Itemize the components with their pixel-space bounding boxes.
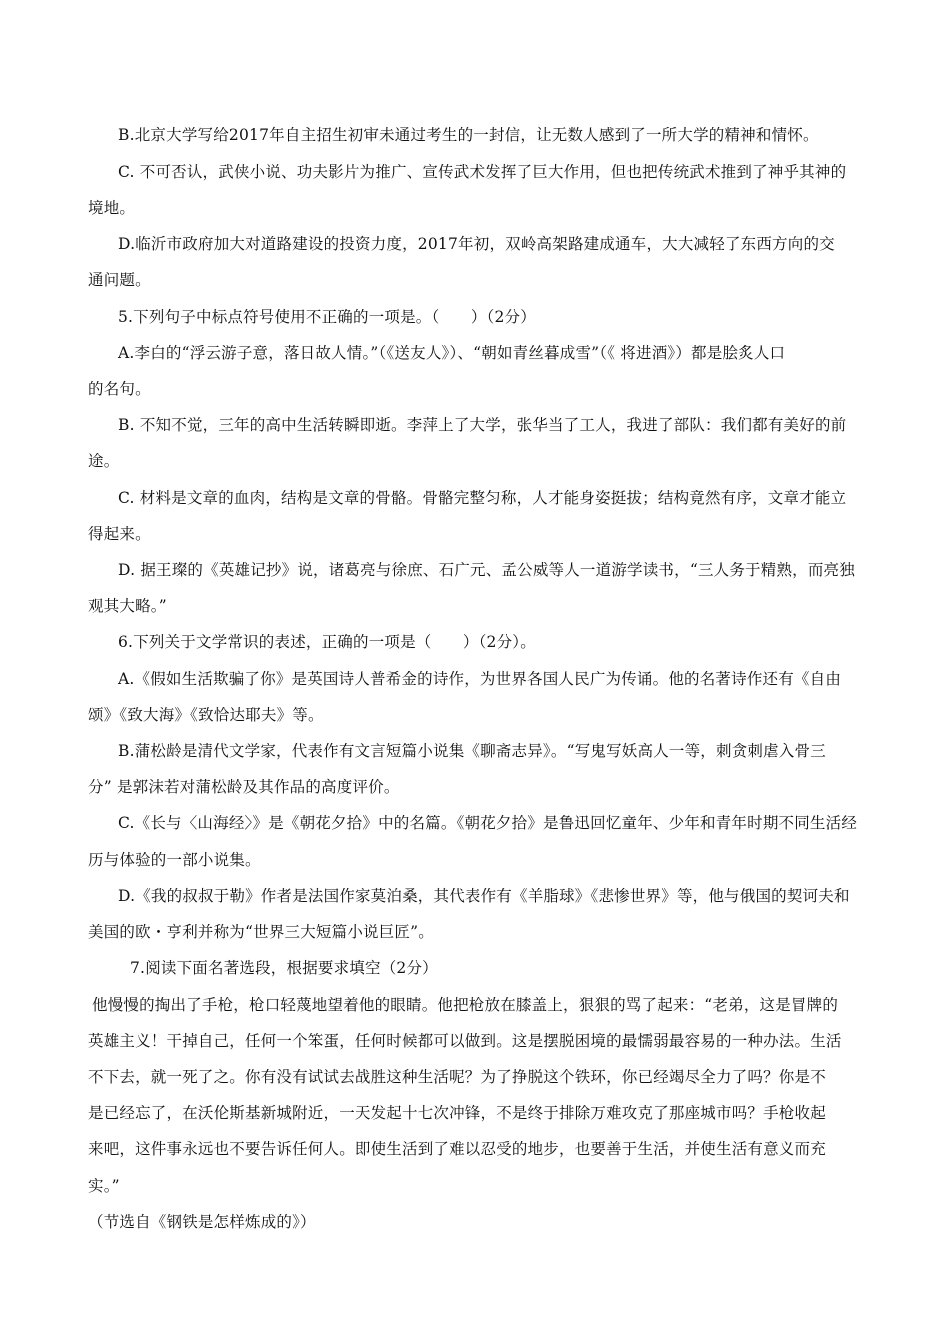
- question-5-stem: 5.下列句子中标点符号使用不正确的一项是。（ ）（2分）: [118, 308, 536, 326]
- passage-line-4: 是已经忘了，在沃伦斯基新城附近，一天发起十七次冲锋，不是终于排除万难攻克了那座城市吗？手枪收起: [88, 1104, 826, 1122]
- option-6c-line-2: 历与体验的一部小说集。: [88, 851, 261, 869]
- option-5d-line-1: D. 据王璨的《英雄记抄》说，诸葛亮与徐庶、石广元、孟公威等人一道游学读书，“三人务于精熟，而亮独: [118, 561, 855, 579]
- option-4c-line-1: C. 不可否认，武侠小说、功夫影片为推广、宣传武术发挥了巨大作用，但也把传统武术推到了神乎其神的: [118, 163, 847, 181]
- option-6b-line-2: 分” 是郭沫若对蒲松龄及其作品的高度评价。: [88, 778, 400, 796]
- question-7-stem: 7.阅读下面名著选段，根据要求填空（2分）: [130, 959, 438, 977]
- option-6c-line-1: C.《长与〈山海经〉》是《朝花夕拾》中的名篇。《朝花夕拾》是鲁迅回忆童年、少年和青年时期不同生活经: [118, 814, 858, 832]
- passage-line-5: 来吧，这件事永远也不要告诉任何人。即使生活到了难以忍受的地步，也要善于生活，并使生活有意义而充: [88, 1140, 826, 1158]
- option-5b-line-2: 途。: [88, 452, 120, 470]
- option-6d-line-2: 美国的欧・亨利并称为“世界三大短篇小说巨匠”。: [88, 923, 434, 941]
- option-5c-line-1: C. 材料是文章的血肉，结构是文章的骨骼。骨骼完整匀称，人才能身姿挺拔；结构竟然有序，文章才能立: [118, 489, 847, 507]
- question-6-stem: 6.下列关于文学常识的表述，正确的一项是（ ）（2分）。: [118, 633, 536, 651]
- option-4b-line-1: B.北京大学写给2017年自主招生初审未通过考生的一封信，让无数人感到了一所大学的精神和情怀。: [118, 126, 819, 144]
- option-5a-line-1: A.李白的“浮云游子意，落日故人情。”（《送友人》）、“朝如青丝暮成雪”（《 将进酒》）都是脍炙人口: [118, 344, 786, 362]
- option-5a-line-2: 的名句。: [88, 380, 151, 398]
- option-4d-line-1: D.临沂市政府加大对道路建设的投资力度，2017年初，双岭高架路建成通车，大大减轻了东西方向的交: [118, 235, 835, 253]
- option-4c-line-2: 境地。: [88, 199, 136, 217]
- option-6a-line-2: 颂》《致大海》《致恰达耶夫》等。: [88, 706, 324, 724]
- option-6d-line-1: D.《我的叔叔于勒》作者是法国作家莫泊桑，其代表作有《羊脂球》《悲惨世界》等，他与俄国的契诃夫和: [118, 887, 850, 905]
- option-6b-line-1: B.蒲松龄是清代文学家，代表作有文言短篇小说集《聊斋志异》。“写鬼写妖高人一等，刺贪刺虐入骨三: [118, 742, 826, 760]
- passage-line-6: 实。”: [88, 1177, 120, 1195]
- passage-line-1: 他慢慢的掏出了手枪，枪口轻蔑地望着他的眼睛。他把枪放在膝盖上，狠狠的骂了起来：“老弟，这是冒牌的: [92, 996, 839, 1014]
- passage-line-3: 不下去，就一死了之。你有没有试试去战胜这种生活呢？为了挣脱这个铁环，你已经竭尽全力了吗？你是不: [88, 1068, 826, 1086]
- option-5b-line-1: B. 不知不觉，三年的高中生活转瞬即逝。李萍上了大学，张华当了工人，我进了部队：我们都有美好的前: [118, 416, 847, 434]
- option-5d-line-2: 观其大略。”: [88, 597, 167, 615]
- option-5c-line-2: 得起来。: [88, 525, 151, 543]
- passage-line-2: 英雄主义！干掉自己，任何一个笨蛋，任何时候都可以做到。这是摆脱困境的最懦弱最容易的一种办法。生活: [88, 1032, 842, 1050]
- option-6a-line-1: A.《假如生活欺骗了你》是英国诗人普希金的诗作，为世界各国人民广为传诵。他的名著诗作还有《自由: [118, 670, 842, 688]
- passage-source: （节选自《钢铁是怎样炼成的》）: [88, 1213, 316, 1231]
- option-4d-line-2: 通问题。: [88, 271, 151, 289]
